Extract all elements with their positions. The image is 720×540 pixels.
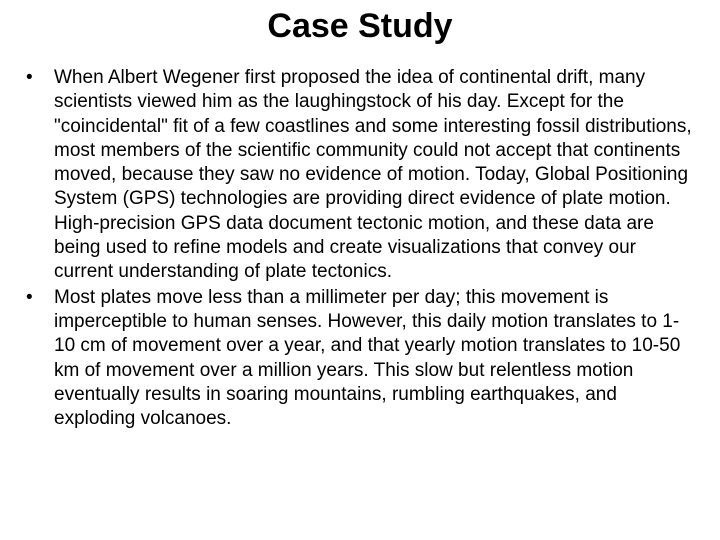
bullet-text: Most plates move less than a millimeter per day; this movement is imperceptible to human senses. However, this daily motion translates to 1-10 cm of movement over a year, and that yearly motion translates to 10-50 km of movement over a million years. This slow but relentless motion eventually results in soaring mountains, rumbling earthquakes, and exploding volcanoes. xyxy=(54,286,681,430)
bullet-list xyxy=(20,66,700,432)
slide-title: Case Study xyxy=(267,7,453,45)
bullet-icon: • xyxy=(26,286,33,308)
bullet-item xyxy=(20,66,700,285)
bullet-text: When Albert Wegener first proposed the idea of continental drift, many scientists viewed him as the laughingstock of his day. Except for the "coincidental" fit of a few coastlines and some interesting fossil distributions, most members of the scientific community could not accept that continents moved, because they saw no evidence of motion. Today, Global Positioning System (GPS) technologies are providing direct evidence of plate motion. High-precision GPS data document tectonic motion, and these data are being used to refine models and create visualizations that convey our current understanding of plate tectonics. xyxy=(54,67,692,283)
bullet-item xyxy=(20,286,700,432)
bullet-icon: • xyxy=(26,67,33,88)
